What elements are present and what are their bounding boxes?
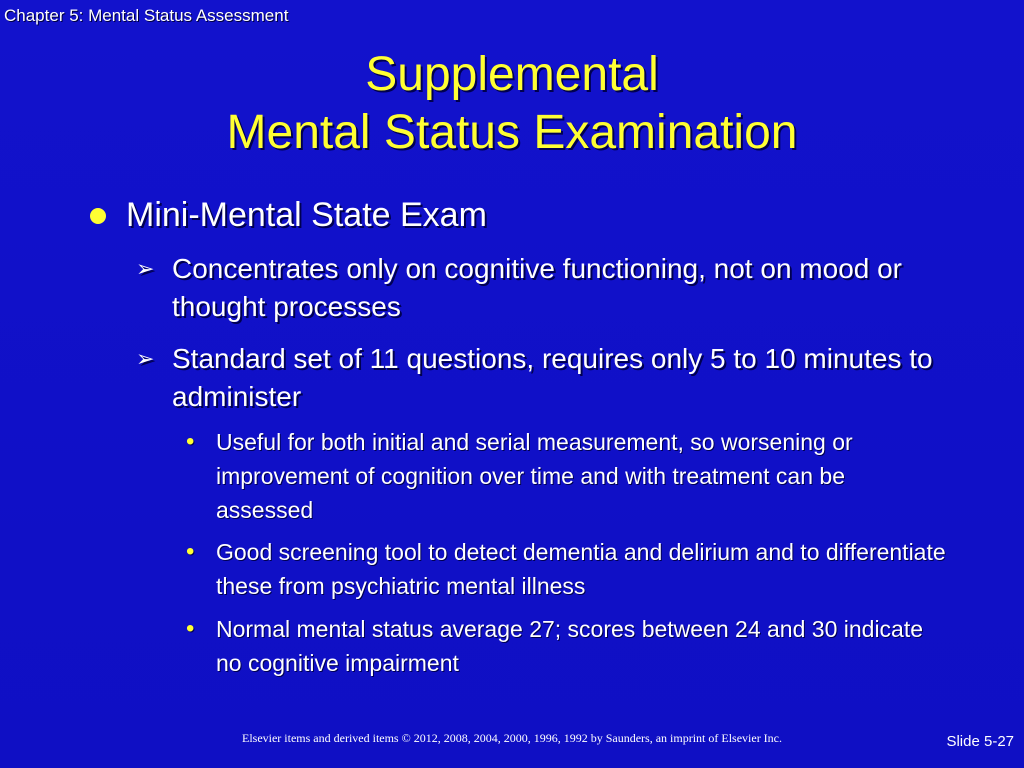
arrow-bullet-icon: ➢: [136, 256, 155, 281]
title-line-1: Supplemental: [365, 48, 659, 101]
chapter-header: Chapter 5: Mental Status Assessment: [4, 6, 289, 25]
arrow-bullet-icon: ➢: [136, 346, 155, 371]
bullet-level3-item: [186, 425, 946, 527]
bullet-level3-text: Good screening tool to detect dementia and delirium and to differentiate these from psychiatric mental illness: [216, 539, 946, 599]
dot-bullet-icon: •: [186, 428, 195, 455]
bullet-level2-item: [136, 340, 956, 416]
bullet-level3-item: [186, 535, 946, 603]
bullet-level1-text: Mini-Mental State Exam: [126, 196, 487, 234]
bullet-level2-text: Standard set of 11 questions, requires only 5 to 10 minutes to administer: [172, 343, 933, 412]
bullet-level3-item: [186, 612, 946, 680]
dot-bullet-icon: •: [186, 538, 195, 565]
bullet-level3-text: Useful for both initial and serial measurement, so worsening or improvement of cognition over time and with treatment can be assessed: [216, 429, 853, 523]
bullet-level3-text: Normal mental status average 27; scores between 24 and 30 indicate no cognitive impairment: [216, 616, 924, 676]
bullet-level2-text: Concentrates only on cognitive functioning, not on mood or thought processes: [172, 253, 903, 322]
copyright-footer: Elsevier items and derived items © 2012, 2008, 2004, 2000, 1996, 1992 by Saunders, an imprint of Elsevier Inc.: [241, 731, 783, 745]
title-line-2: Mental Status Examination: [226, 106, 798, 159]
dot-bullet-icon: •: [186, 615, 195, 642]
round-bullet-icon: [90, 208, 106, 224]
bullet-level2-item: [136, 250, 956, 326]
slide-number: Slide 5-27: [946, 733, 1014, 750]
slide-title: [0, 46, 1024, 162]
